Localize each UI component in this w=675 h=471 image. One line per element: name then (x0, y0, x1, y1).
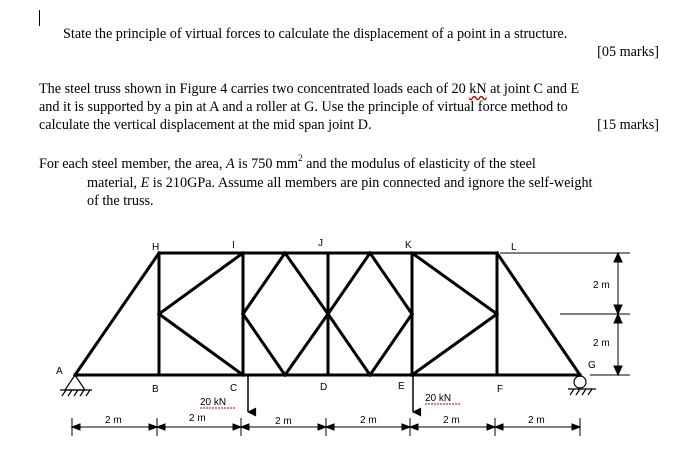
member-panel3-a (243, 253, 285, 314)
question-2-line-2: and it is supported by a pin at A and a roller at G. Use the principle of virtual force method to (39, 99, 568, 115)
label-joint-l: L (511, 242, 517, 253)
height-label-1: 2 m (593, 280, 610, 291)
roller-support-g (568, 376, 596, 395)
member-panel4-c (370, 314, 412, 375)
question-1-marks: [05 marks] (597, 44, 659, 60)
label-joint-a: A (56, 366, 63, 377)
label-joint-e: E (398, 381, 405, 392)
span-label-2: 2 m (189, 413, 206, 424)
label-joint-j: J (318, 238, 323, 249)
load-label-c: 20 kN (200, 397, 227, 408)
q2-line1-end: at joint C and E (486, 81, 580, 97)
truss-members (75, 253, 580, 375)
q3-line1-end: and the modulus of elasticity of the steel (302, 156, 536, 172)
label-joint-h: H (152, 242, 160, 253)
label-joint-i: I (232, 240, 235, 251)
span-label-4: 2 m (360, 415, 377, 426)
span-label-6: 2 m (528, 415, 545, 426)
q2-unit-kn: kN (469, 81, 487, 97)
question-3-line-2 (87, 175, 593, 192)
member-panel4-a (328, 253, 370, 314)
height-dimension (500, 253, 630, 375)
q3-line2-start: material, (87, 175, 141, 191)
q3-modulus-symbol: E (140, 175, 150, 191)
q3-line1-start: For each steel member, the area, (39, 156, 226, 172)
label-joint-d: D (320, 382, 328, 393)
truss-figure (0, 232, 675, 471)
question-2-marks: [15 marks] (597, 117, 659, 133)
question-2-line-1 (39, 81, 579, 98)
question-3-line-1 (39, 153, 536, 173)
question-1-text: State the principle of virtual forces to calculate the displacement of a point in a structure. (63, 26, 568, 42)
q3-superscript: 2 (298, 153, 303, 164)
member-panel3-c (285, 314, 328, 375)
label-joint-f: F (497, 384, 504, 395)
label-joint-g: G (588, 360, 596, 371)
member-panel3-d (243, 314, 285, 375)
member-mid-c (159, 314, 243, 375)
member-panel4-b (370, 253, 412, 314)
member-ah (75, 253, 159, 375)
load-label-e: 20 kN (425, 393, 452, 404)
q3-line2-end: is 210GPa. Assume all members are pin connected and ignore the self-weight (149, 175, 593, 191)
label-joint-c: C (230, 383, 238, 394)
member-panel3-b (285, 253, 328, 314)
member-k-mid-right (412, 253, 497, 314)
height-label-2: 2 m (593, 338, 610, 349)
span-label-1: 2 m (105, 415, 122, 426)
q3-line1-mid: is 750 mm (234, 156, 299, 172)
span-label-5: 2 m (443, 415, 460, 426)
member-panel4-d (328, 314, 370, 375)
pin-support-a (60, 375, 92, 396)
q3-area-symbol: A (225, 156, 235, 172)
member-mid-e (412, 314, 497, 375)
q2-line1-start: The steel truss shown in Figure 4 carries two concentrated loads each of 20 (39, 81, 470, 97)
span-dimension (72, 418, 580, 436)
label-joint-k: K (405, 240, 412, 251)
label-joint-b: B (152, 384, 159, 395)
question-3-line-3: of the truss. (87, 193, 154, 209)
span-label-3: 2 m (275, 416, 292, 427)
question-2-line-3: calculate the vertical displacement at the mid span joint D. (39, 117, 372, 133)
member-i-mid-left (159, 253, 243, 314)
text-cursor (39, 10, 40, 26)
